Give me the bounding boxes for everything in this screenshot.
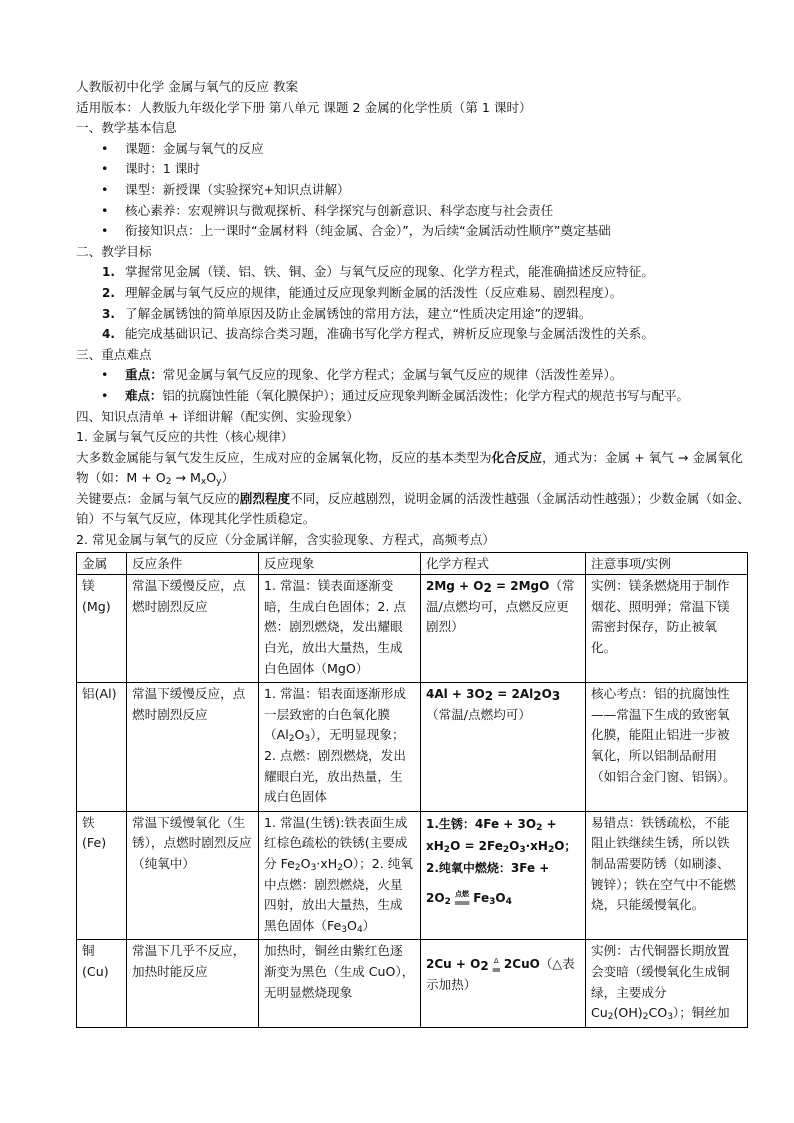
note-cell: 核心考点：铝的抗腐蚀性——常温下生成的致密氧化膜，能阻止铝进一步被氧化，所以铝制品耐用（如铝合金门窗、铝锅）。 bbox=[586, 683, 748, 812]
metal-cell: 铜 (Cu) bbox=[77, 940, 127, 1027]
bullet-icon: • bbox=[101, 367, 109, 383]
paragraph-rule: 大多数金属能与氧气发生反应，生成对应的金属氧化物，反应的基本类型为化合反应，通式为：金属 + 氧气 → 金属氧化物（如：$M + O_2 \to M_xO_y$） bbox=[76, 449, 743, 488]
phenomenon-cell: 1. 常温：铝表面逐渐形成一层致密的白色氧化膜$(Al_2O_3)$，无明显现象；2. 点燃：剧烈燃烧，发出耀眼白光，放出热量，生成白色固体 bbox=[259, 683, 421, 812]
goal-item: 2. 理解金属与氧气反应的规律，能通过反应现象判断金属的活泼性（反应难易、剧烈程度）。 bbox=[102, 284, 623, 300]
goal-item: 4. 能完成基础识记、拔高综合类习题，准确书写化学方程式，辨析反应现象与金属活泼性的关系。 bbox=[102, 326, 654, 342]
bullet-icon: • bbox=[101, 387, 109, 403]
table-header-row bbox=[77, 552, 748, 575]
equals-sign-icon: ══ bbox=[454, 896, 470, 911]
bullet-icon: • bbox=[101, 202, 109, 218]
goal-item: 1. 掌握常见金属（镁、铝、铁、铜、金）与氧气反应的现象、化学方程式，能准确描述反应特征。 bbox=[102, 264, 654, 280]
info-item: • 课题：金属与氧气的反应 bbox=[76, 139, 756, 160]
paragraph-key-points: 关键要点：金属与氧气反应的剧烈程度不同，反应越剧烈，说明金属的活泼性越强（金属活动性越强）；少数金属（如金、铂）不与氧气反应，体现其化学性质稳定。 bbox=[76, 490, 750, 527]
metal-reaction-table bbox=[76, 552, 748, 1028]
rust-equation: 1.生锈：$4Fe + 3O_2 + xH_2O = 2Fe_2O_3\cdot xH_2O$； bbox=[426, 816, 577, 855]
info-item: • 课时：1 课时 bbox=[76, 159, 756, 180]
equation-cell: $4Al + 3O_2 = 2Al_2O_3$（常温/点燃均可） bbox=[421, 683, 586, 812]
keypoint-item: • 重点：常见金属与氧气反应的现象、化学方程式；金属与氧气反应的规律（活泼性差异）。 bbox=[76, 365, 756, 386]
reaction-condition: Δ ═ bbox=[492, 956, 500, 977]
metal-cell: 铝(Al) bbox=[77, 683, 127, 812]
subheading-reactions: 2. 常见金属与氧气的反应（分金属详解，含实验现象、方程式，高频考点） bbox=[76, 532, 496, 548]
metal-cell: 镁 (Mg) bbox=[77, 575, 127, 683]
header-cell: 化学方程式 bbox=[421, 552, 586, 575]
note-cell: 实例：镁条燃烧用于制作烟花、照明弹；常温下镁需密封保存，防止被氧化。 bbox=[586, 575, 748, 683]
table-row bbox=[77, 683, 748, 812]
condition-cell: 常温下缓慢反应，点燃时剧烈反应 bbox=[127, 683, 259, 812]
bullet-icon: • bbox=[101, 161, 109, 177]
condition-cell: 常温下缓慢氧化（生锈），点燃时剧烈反应（纯氧中） bbox=[127, 811, 259, 940]
document-title: 人教版初中化学 金属与氧气的反应 教案 bbox=[76, 79, 299, 94]
difficulty-item: • 难点：铝的抗腐蚀性能（氧化膜保护）；通过反应现象判断金属活泼性；化学方程式的规范书写与配平。 bbox=[76, 386, 756, 407]
info-item: • 核心素养：宏观辨识与微观探析、科学探究与创新意识、科学态度与社会责任 bbox=[76, 201, 756, 222]
table-row bbox=[77, 811, 748, 940]
section-heading-knowledge: 四、知识点清单 + 详细讲解（配实例、实验现象） bbox=[76, 408, 360, 424]
equation-cell: $2Cu + O_2$ Δ ═ 2CuO（△表示加热） bbox=[421, 940, 586, 1027]
section-heading-keypoints: 三、重点难点 bbox=[76, 346, 152, 362]
header-cell: 金属 bbox=[77, 552, 127, 575]
document-page bbox=[76, 77, 756, 1028]
subheading-common-rule: 1. 金属与氧气反应的共性（核心规律） bbox=[76, 429, 294, 445]
combustion-equation: 2.纯氧中燃烧：3Fe + bbox=[426, 860, 550, 875]
combustion-equation-cont: $2O_2$ 点燃 ══ $Fe_3O_4$ bbox=[426, 890, 512, 911]
table-row bbox=[77, 575, 748, 683]
bullet-icon: • bbox=[101, 181, 109, 197]
equals-sign-icon: ═ bbox=[492, 962, 500, 977]
reaction-condition: 点燃 ══ bbox=[454, 890, 470, 911]
info-item: • 衔接知识点：上一课时“金属材料（纯金属、合金）”，为后续“金属活动性顺序”奠定基础 bbox=[76, 221, 756, 242]
bullet-icon: • bbox=[101, 223, 109, 239]
header-cell: 反应条件 bbox=[127, 552, 259, 575]
header-cell: 注意事项/实例 bbox=[586, 552, 748, 575]
section-heading-info: 一、教学基本信息 bbox=[76, 120, 177, 136]
note-cell: 实例：古代铜器长期放置会变暗（缓慢氧化生成铜绿，主要成分 $Cu_2(OH)_2CO_3$）；铜丝加 bbox=[586, 940, 748, 1027]
table-row bbox=[77, 940, 748, 1027]
equation-cell bbox=[421, 811, 586, 940]
bullet-icon: • bbox=[101, 140, 109, 156]
goal-item: 3. 了解金属锈蚀的简单原因及防止金属锈蚀的常用方法，建立“性质决定用途”的逻辑。 bbox=[102, 305, 592, 321]
condition-cell: 常温下缓慢反应，点燃时剧烈反应 bbox=[127, 575, 259, 683]
note-cell: 易错点：铁锈疏松，不能阻止铁继续生锈，所以铁制品需要防锈（如刷漆、镀锌）；铁在空气中不能燃烧，只能缓慢氧化。 bbox=[586, 811, 748, 940]
header-cell: 反应现象 bbox=[259, 552, 421, 575]
phenomenon-cell: 1. 常温：镁表面逐渐变暗，生成白色固体；2. 点燃：剧烈燃烧，发出耀眼白光，放出大量热，生成白色固体（MgO） bbox=[259, 575, 421, 683]
info-item: • 课型：新授课（实验探究+知识点讲解） bbox=[76, 180, 756, 201]
version-line: 适用版本：人教版九年级化学下册 第八单元 课题 2 金属的化学性质（第 1 课时） bbox=[76, 99, 532, 115]
phenomenon-cell: 加热时，铜丝由紫红色逐渐变为黑色（生成 CuO），无明显燃烧现象 bbox=[259, 940, 421, 1027]
condition-cell: 常温下几乎不反应，加热时能反应 bbox=[127, 940, 259, 1027]
equation-cell: $2Mg + O_2 = 2MgO$（常温/点燃均可，点燃反应更剧烈） bbox=[421, 575, 586, 683]
section-heading-goals: 二、教学目标 bbox=[76, 243, 152, 259]
phenomenon-cell: 1. 常温(生锈):铁表面生成红棕色疏松的铁锈(主要成分 $Fe_2O_3\cdot xH_2O$）；2. 纯氧中点燃：剧烈燃烧，火星四射，放出大量热，生成黑色固体$(Fe_3O_4)$ bbox=[259, 811, 421, 940]
metal-cell: 铁 (Fe) bbox=[77, 811, 127, 940]
